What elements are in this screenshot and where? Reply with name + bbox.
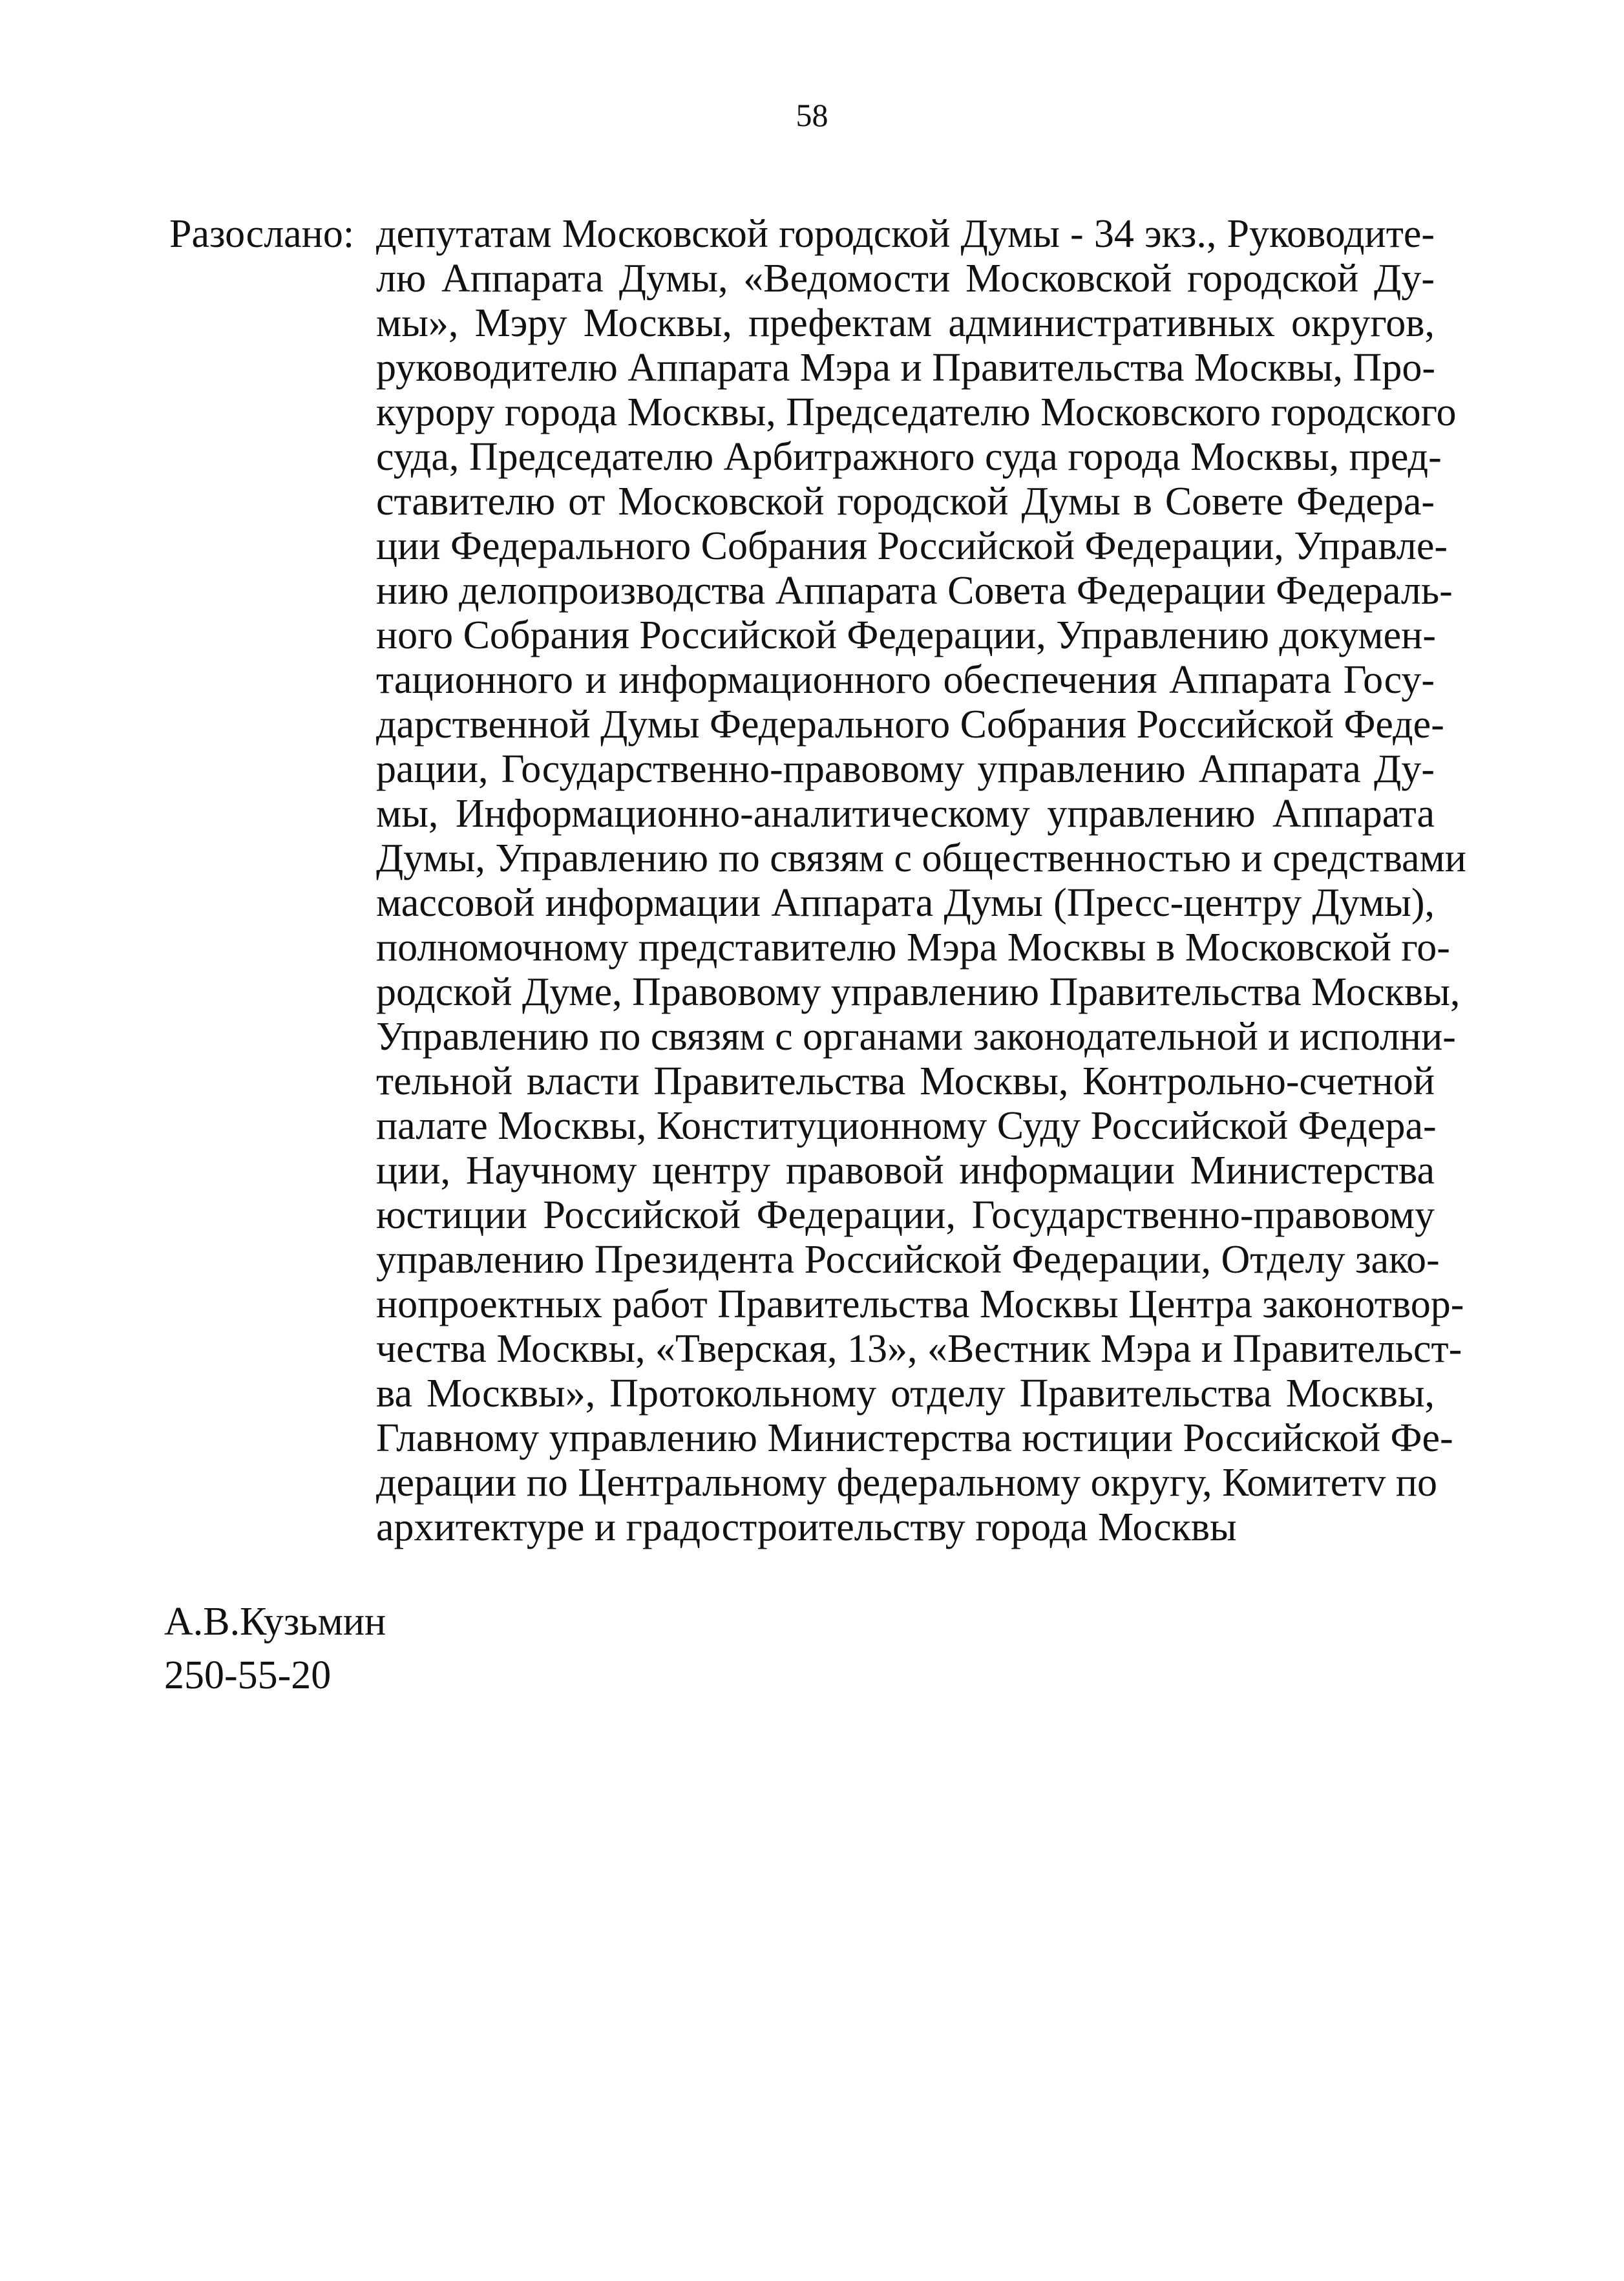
distribution-line: управлению Президента Российской Федерации, Отделу зако- [376,1238,1440,1282]
signatory-phone: 250-55-20 [164,1653,332,1697]
distribution-line: рации, Государственно-правовому управлению Аппарата Ду- [376,747,1435,791]
distribution-text [376,212,1466,1550]
distribution-line: тационного и информационного обеспечения Аппарата Госу- [376,658,1435,702]
distribution-line: дарственной Думы Федерального Собрания Российской Феде- [376,703,1444,747]
distribution-line: массовой информации Аппарата Думы (Пресс-центру Думы), [376,881,1435,925]
distribution-line: ва Москвы», Протокольному отделу Правительства Москвы, [376,1372,1435,1416]
distribution-line: палате Москвы, Конституционному Суду Российской Федера- [376,1104,1437,1148]
distribution-line: дерации по Центральному федеральному округу, Комитетv по [376,1461,1438,1505]
distribution-line: мы, Информационно-аналитическому управлению Аппарата [376,792,1435,836]
distribution-line: курору города Москвы, Председателю Московского городского [376,390,1457,434]
distribution-line: нию делопроизводства Аппарата Совета Федерации Федераль- [376,569,1453,613]
distribution-line: нопроектных работ Правительства Москвы Центра законотвор- [376,1282,1464,1326]
distribution-line: полномочному представителю Мэра Москвы в Московской го- [376,926,1450,970]
distribution-line: мы», Мэру Москвы, префектам административных округов, [376,301,1435,345]
distribution-line-last: архитектуре и градостроительству города Москвы [376,1505,1237,1549]
distribution-line: родской Думе, Правовому управлению Правительства Москвы, [376,970,1461,1014]
distribution-line: руководителю Аппарата Мэра и Правительства Москвы, Про- [376,346,1435,390]
page-number: 58 [796,97,828,133]
distribution-line: суда, Председателю Арбитражного суда города Москвы, пред- [376,435,1442,479]
distribution-line: Управлению по связям с органами законодательной и исполни- [376,1015,1456,1059]
distribution-line: Главному управлению Министерства юстиции Российской Фе- [376,1416,1453,1460]
distribution-line: чества Москвы, «Тверская, 13», «Вестник Мэра и Правительст- [376,1327,1462,1371]
distribution-line: ного Собрания Российской Федерации, Управлению докумен- [376,613,1437,657]
distribution-line: ставителю от Московской городской Думы в Совете Федера- [376,480,1435,524]
distribution-line: юстиции Российской Федерации, Государственно-правовому [376,1193,1435,1237]
distribution-line: депутатам Московской городской Думы - 34 экз., Руководите- [376,212,1435,256]
signature-block [164,1595,386,1703]
distribution-line: тельной власти Правительства Москвы, Контрольно-счетной [376,1059,1435,1103]
signatory-name: А.В.Кузьмин [164,1600,386,1644]
distribution-label: Разослано: [169,212,355,256]
distribution-line: лю Аппарата Думы, «Ведомости Московской городской Ду- [376,257,1435,301]
distribution-line: Думы, Управлению по связям с общественностью и средствами [376,836,1466,880]
distribution-line: ции, Научному центру правовой информации Министерства [376,1149,1435,1193]
distribution-line: ции Федерального Собрания Российской Федерации, Управле- [376,524,1448,568]
